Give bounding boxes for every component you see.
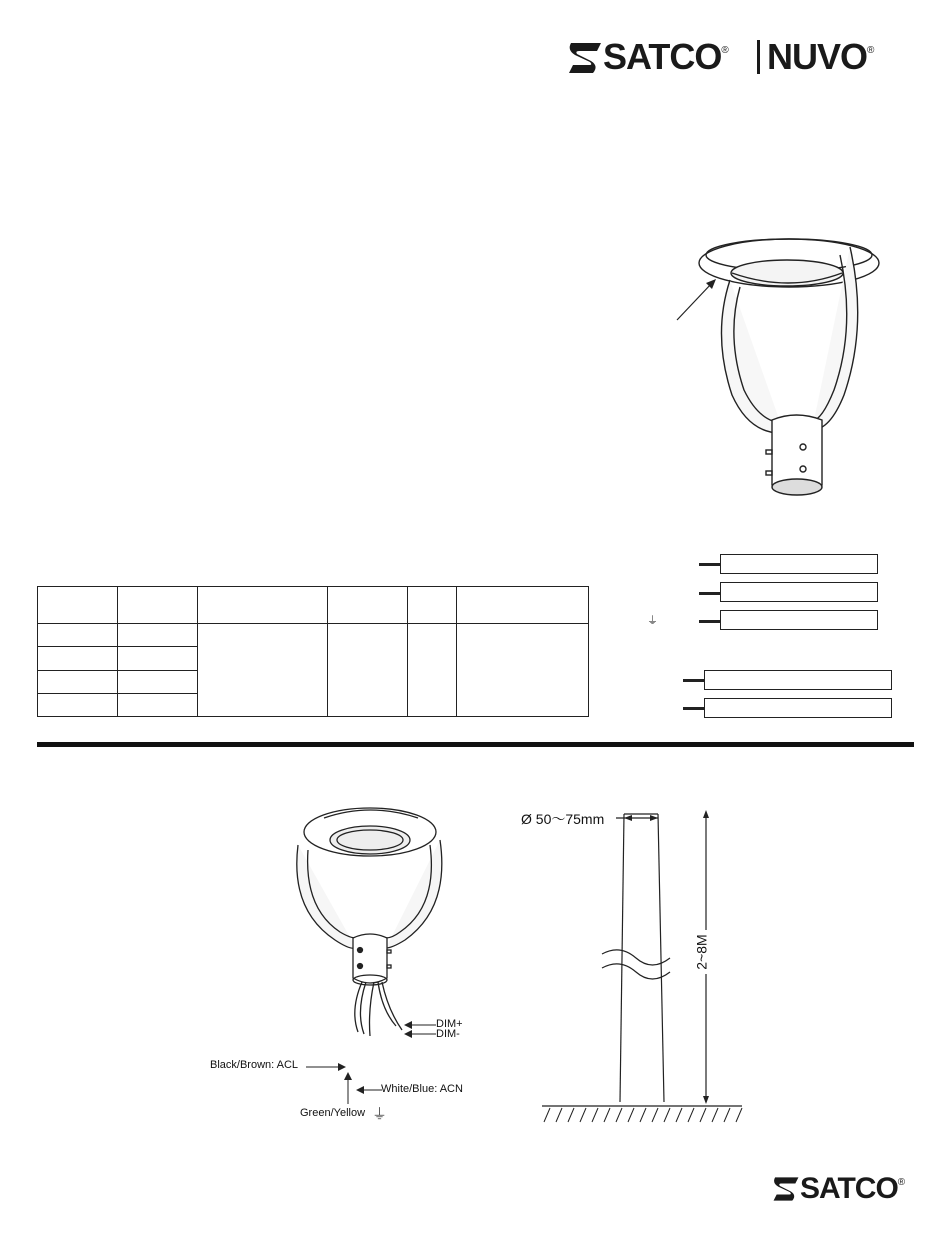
table-row [38,624,589,647]
satco-footer-logo [772,1172,918,1206]
table-cell [408,624,457,717]
table-cell [117,670,197,693]
table-cell [38,670,118,693]
wire-stub [699,563,721,566]
wire-bar-neutral [720,582,878,602]
wire-label-white: White/Blue: ACN [381,1083,463,1095]
wire-stub [683,679,705,682]
wire-bar-dim-plus [704,670,892,690]
wire-label-black: Black/Brown: ACL [210,1059,299,1071]
pole-drawing [540,806,745,1126]
arrow-icon [404,1020,436,1040]
wire-label-green: Green/Yellow [300,1107,366,1119]
pole-height-label: 2~8M [693,934,710,970]
arrow-icon [306,1062,346,1072]
table-cell [117,624,197,647]
wire-bar-line [720,554,878,574]
table-header-cell [38,587,118,624]
table-cell [197,624,328,717]
satco-nuvo-logo [567,36,913,78]
arrow-icon [356,1085,382,1095]
satco-swoosh-icon [567,41,603,75]
table-cell [117,693,197,716]
ground-icon: ⏚ [372,1106,388,1123]
table-header-cell [408,587,457,624]
fixture-wiring-drawing [290,800,460,1040]
table-header-cell [197,587,328,624]
section-divider [37,742,914,747]
wire-bar-ground [720,610,878,630]
table-cell [457,624,589,717]
table-cell [328,624,408,717]
spec-table [37,586,589,717]
wire-stub [699,592,721,595]
table-cell [117,647,197,670]
table-header-row [38,587,589,624]
satco-swoosh-icon [772,1175,800,1203]
table-header-cell [328,587,408,624]
table-cell [38,624,118,647]
arrow-icon [677,279,716,320]
wire-stub [699,620,721,623]
post-top-fixture-drawing [672,225,904,515]
table-cell [38,693,118,716]
brand-satco: SATCO® [603,36,728,77]
table-header-cell [117,587,197,624]
dim-minus-label: DIM- [436,1028,460,1040]
wire-bar-dim-minus [704,698,892,718]
dim-plus-label: DIM+ [436,1018,463,1030]
table-header-cell [457,587,589,624]
arrow-icon [343,1072,353,1104]
brand-satco-footer: SATCO® [800,1172,905,1205]
pole-diameter-label: Ø 50～75mm [521,811,605,827]
logo-divider [757,40,760,74]
brand-nuvo: NUVO® [767,36,874,77]
wire-stub [683,707,705,710]
table-cell [38,647,118,670]
ground-icon: ⏚ [647,615,658,627]
